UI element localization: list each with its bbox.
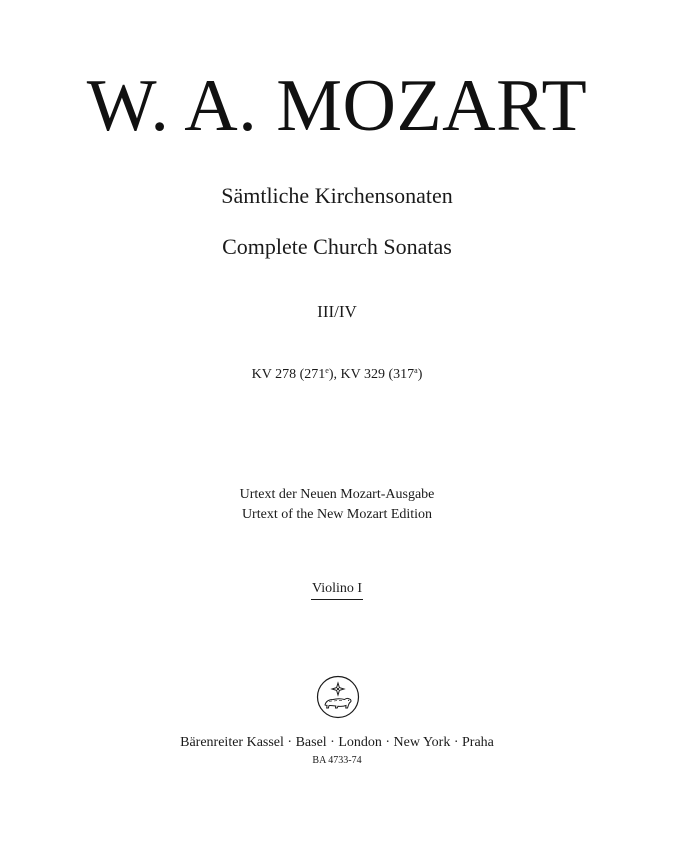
title-english: Complete Church Sonatas xyxy=(222,234,452,259)
urtext-german: Urtext der Neuen Mozart-Ausgabe xyxy=(239,487,435,502)
kv-first-superscript: e xyxy=(325,366,329,375)
title-german: Sämtliche Kirchensonaten xyxy=(221,183,453,208)
kv-catalog-line xyxy=(0,366,674,384)
volume-number: III/IV xyxy=(317,302,357,321)
kv-end: ) xyxy=(417,367,423,382)
baerenreiter-bear-logo-icon xyxy=(316,675,360,719)
instrument-part-label: Violino I xyxy=(311,580,363,600)
composer-name: W. A. MOZART xyxy=(86,65,588,147)
catalog-number: BA 4733-74 xyxy=(312,755,362,766)
publisher-line: Bärenreiter Kassel · Basel · London · New York · Praha xyxy=(180,735,494,750)
kv-middle: ), KV 329 (317 xyxy=(328,367,415,382)
urtext-english: Urtext of the New Mozart Edition xyxy=(241,507,433,522)
kv-first: KV 278 (271 xyxy=(251,367,326,382)
kv-second-superscript: a xyxy=(414,366,418,375)
part-label-wrapper xyxy=(0,580,674,600)
